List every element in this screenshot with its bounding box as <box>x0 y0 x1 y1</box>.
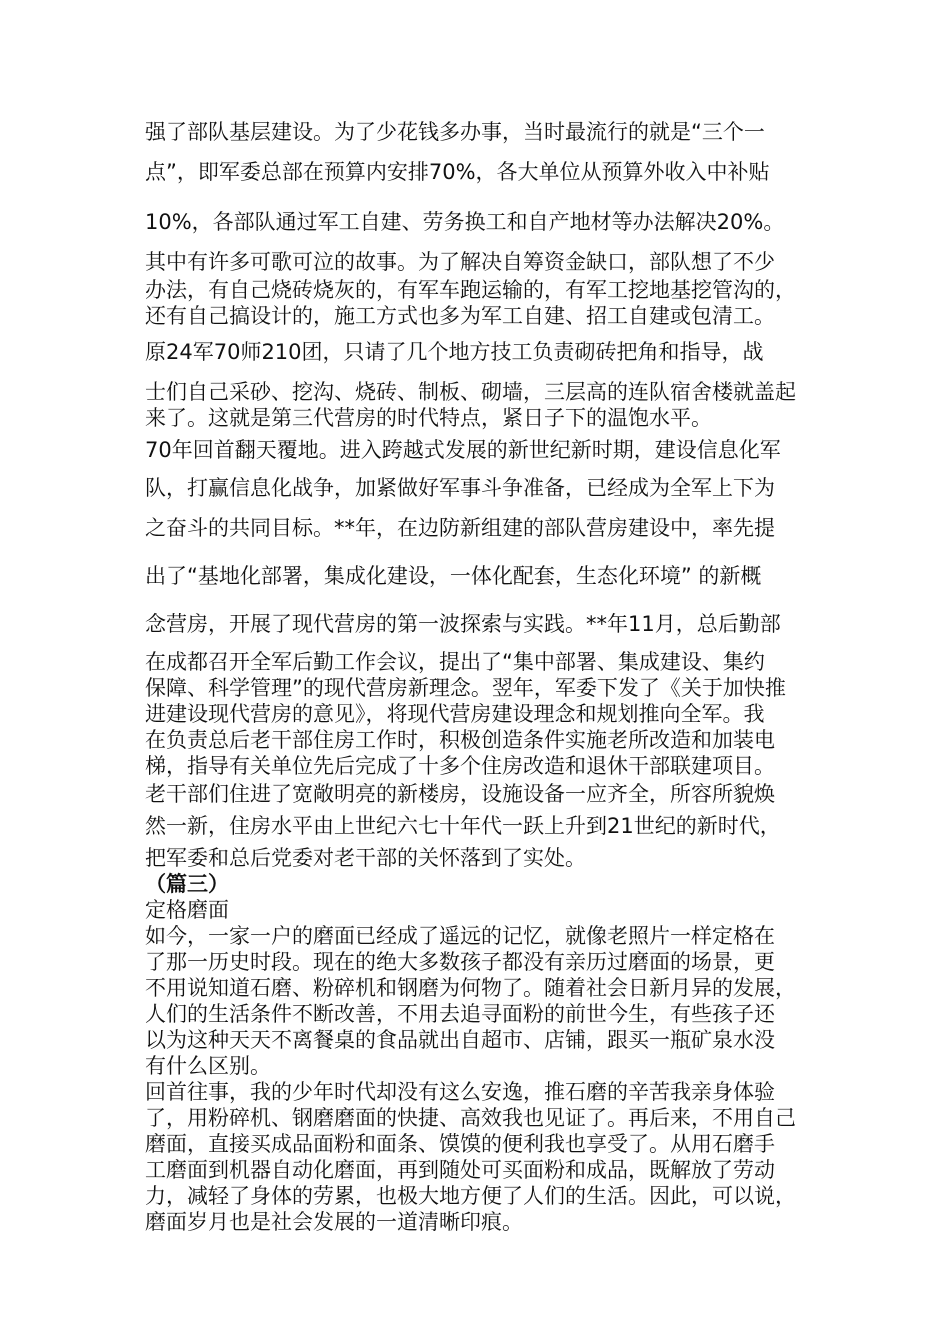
paragraph-line: 出了“基地化部署，集成化建设，一体化配套，生态化环境” 的新概 <box>145 564 762 588</box>
paragraph-line: 有什么区别。 <box>145 1054 271 1078</box>
paragraph-line: 士们自己采砂、挖沟、烧砖、制板、砌墙，三层高的连队宿舍楼就盖起 <box>145 380 796 404</box>
paragraph-line: 磨面岁月也是社会发展的一道清晰印痕。 <box>145 1210 523 1234</box>
paragraph-line: 10%，各部队通过军工自建、劳务换工和自产地材等办法解决20%。 <box>145 210 785 234</box>
paragraph-line: 强了部队基层建设。为了少花钱多办事，当时最流行的就是“三个一 <box>145 120 765 144</box>
paragraph-line: 保障、科学管理”的现代营房新理念。翌年，军委下发了《关于加快推 <box>145 676 786 700</box>
paragraph-line: 原24军70师210团，只请了几个地方技工负责砌砖把角和指导，战 <box>145 340 764 364</box>
paragraph-line: 如今，一家一户的磨面已经成了遥远的记忆，就像老照片一样定格在 <box>145 924 775 948</box>
paragraph-line: 了那一历史时段。现在的绝大多数孩子都没有亲历过磨面的场景，更 <box>145 950 775 974</box>
paragraph-line: 进建设现代营房的意见》，将现代营房建设理念和规划推向全军。我 <box>145 702 765 726</box>
paragraph-line: 磨面，直接买成品面粉和面条、馍馍的便利我也享受了。从用石磨手 <box>145 1132 775 1156</box>
paragraph-line: 梯，指导有关单位先后完成了十多个住房改造和退休干部联建项目。 <box>145 754 775 778</box>
paragraph-line: 回首往事，我的少年时代却没有这么安逸，推石磨的辛苦我亲身体验 <box>145 1080 775 1104</box>
paragraph-line: 不用说知道石磨、粉碎机和钢磨为何物了。随着社会日新月异的发展， <box>145 976 796 1000</box>
paragraph-line: 办法，有自己烧砖烧灰的，有军车跑运输的，有军工挖地基挖管沟的， <box>145 278 796 302</box>
paragraph-line: 然一新，住房水平由上世纪六七十年代一跃上升到21世纪的新时代， <box>145 814 781 838</box>
paragraph-line: 在成都召开全军后勤工作会议，提出了“集中部署、集成建设、集约 <box>145 650 765 674</box>
paragraph-line: 人们的生活条件不断改善，不用去追寻面粉的前世今生，有些孩子还 <box>145 1002 775 1026</box>
paragraph-line: 在负责总后老干部住房工作时，积极创造条件实施老所改造和加装电 <box>145 728 775 752</box>
paragraph-line: 还有自己搞设计的，施工方式也多为军工自建、招工自建或包清工。 <box>145 304 775 328</box>
paragraph-line: 念营房，开展了现代营房的第一波探索与实践。**年11月，总后勤部 <box>145 612 781 636</box>
paragraph-line: 把军委和总后党委对老干部的关怀落到了实处。 <box>145 846 586 870</box>
paragraph-line: 老干部们住进了宽敞明亮的新楼房，设施设备一应齐全，所容所貌焕 <box>145 782 775 806</box>
paragraph-line: 以为这种天天不离餐桌的食品就出自超市、店铺，跟买一瓶矿泉水没 <box>145 1028 775 1052</box>
paragraph-line: 来了。这就是第三代营房的时代特点，紧日子下的温饱水平。 <box>145 406 712 430</box>
paragraph-line: 力，减轻了身体的劳累，也极大地方便了人们的生活。因此，可以说， <box>145 1184 796 1208</box>
paragraph-line: 70年回首翻天覆地。进入跨越式发展的新世纪新时期，建设信息化军 <box>145 438 781 462</box>
paragraph-line: 点”，即军委总部在预算内安排70%，各大单位从预算外收入中补贴 <box>145 160 770 184</box>
paragraph-line: 工磨面到机器自动化磨面，再到随处可买面粉和成品，既解放了劳动 <box>145 1158 775 1182</box>
article-title: 定格磨面 <box>145 898 229 922</box>
paragraph-line: 了，用粉碎机、钢磨磨面的快捷、高效我也见证了。再后来，不用自己 <box>145 1106 796 1130</box>
paragraph-line: 其中有许多可歌可泣的故事。为了解决自筹资金缺口，部队想了不少 <box>145 250 775 274</box>
paragraph-line: 之奋斗的共同目标。**年，在边防新组建的部队营房建设中，率先提 <box>145 516 775 540</box>
paragraph-line: 队，打赢信息化战争，加紧做好军事斗争准备，已经成为全军上下为 <box>145 476 775 500</box>
section-heading: （篇三） <box>145 871 229 896</box>
